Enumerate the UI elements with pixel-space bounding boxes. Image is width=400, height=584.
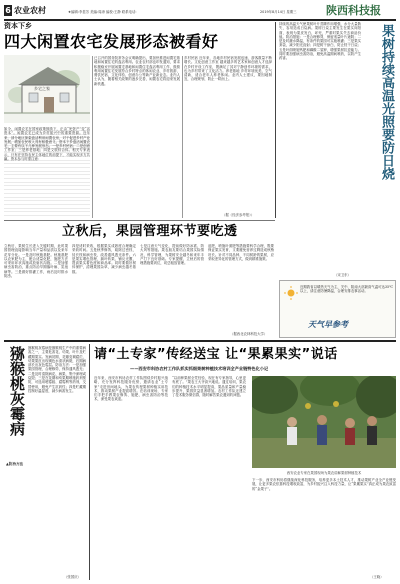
- article1-column-2: 已召开的国务院常务会议明确提出，要加快推进闲置宅基地和闲置住宅的盘活利用。农业农村部也印发通知，要求积极稳妥开展闲置宅基地和闲置住宅盘活利用工作，鼓励利用闲置住宅发展符合乡村特点的休闲农业、乡村旅游、餐饮民宿、文化体验、创意办公等新产业新业态。业内人士认为，随着相关政策的逐步完善，闲置农宅将迎来发展新机遇。: [94, 56, 180, 86]
- col-divider: [92, 56, 93, 218]
- article1-column-1: 如今，闲置农宅在国家政策鼓励下，正由“死资产”变“活资本”。闲置农宅已成为乡村振兴中的重要资源。近年来，部分地区探索盘活利用闲置农房，对于促进乡村产业发展、增加农民收入具有积极意义。资本下乡盘活闲置农宅，主要有以下几种发展形态。一是乡村民宿；二是创意工作室；三是养老基地；四是文旅综合体。相关专家表示，只有在坚持农民主体地位的前提下，才能实现多方共赢。资本参与时需注意：: [4, 127, 90, 217]
- article2-headline: 立秋后，果园管理环节要吃透: [62, 224, 238, 239]
- article1-headline: 四大闲置农宅发展形态被看好: [4, 32, 219, 51]
- header-rule: [4, 19, 396, 21]
- right-column-headline: 果树持续高温光照要防日烧: [379, 24, 394, 180]
- weather-tip-title: 天气早参考: [308, 319, 348, 329]
- article3-byline: （张国庆）: [64, 575, 81, 579]
- editor-line: ★编辑:李显芳 美编:周涛 编校:王静 联系电话:: [68, 10, 137, 14]
- article3-text: 猕猴桃灰霉病是猕猴桃生产中的重要病害之一，主要危害花、幼果、叶片及贮藏期果实。发病初期，花瓣变褐腐烂，幼果果皮出现褐色水渍状病斑，后期病部长出灰色霉层。防治方法：一是加强果园管理，合理修剪，保持通风透光；二是及时清除病花、病果，集中深埋或烧毁；三是在花期和幼果期喷施药剂预防，可选用嘧霉胺、腐霉利等药剂，交替使用，避免产生抗药性；四是贮藏期控制好温湿度，减少病害发生。: [28, 346, 86, 393]
- article1-byline: （据《经济参考报》）: [222, 213, 255, 217]
- weather-tip-box: [279, 280, 396, 338]
- article2-column-2: 四是适时采收，根据果实成熟度合理确定采收时间。五是秋季修剪，疏除过密枝、徒长枝和病虫枝，改善通风透光条件。六是果实增色管理，摘叶转果、铺反光膜，提高果实着色度和商品率。同时要做好树体保护，清理果园杂草，减少病虫越冬基数。: [72, 244, 136, 274]
- page-number-badge: 6: [5, 6, 11, 15]
- article2-column-4: 追肥、喷施叶面肥等措施要科学合理，既要保证果实发育，又要避免营养过剩造成秋梢旺长。针对不同品种、不同树龄的果树，应采取差异化的管理方式，做到精准施策。: [208, 244, 274, 261]
- article2-byline: （据西北农林科技大学）: [230, 332, 268, 336]
- section-name: 农业农村: [14, 6, 46, 15]
- article3-headline: 猕猴桃灰霉病: [8, 346, 26, 436]
- house-sign: 乡宅之家: [34, 86, 50, 91]
- page-header: [4, 4, 396, 18]
- article4-headline: 请“土专家”传经送宝 让“果累果实”说话: [94, 347, 338, 362]
- article4-column-1: 近年来，西安市科协农村工作队围绕乡村振兴战略，充分发挥科技服务优势，邀请农业“土专家”走进田间地头，为果农传授果树种植实用技术，推动果树产业提质增效。在培训现场，专家们手把手教果农修剪、施肥、病虫害防治等技术，深受果农欢迎。: [94, 376, 168, 402]
- article4-column-3: 下一步，西安市科协将继续深化科技服务，培养更多本土技术人才，推动果树产业全产业链发展，让更多果农依靠科技增收致富，为乡村振兴注入科技力量，让“果累果实”真正成为果农致富的“金果子”。: [252, 478, 396, 491]
- issue-date: 2019年8月14日 星期三: [260, 10, 297, 14]
- weather-tip-text: 近期我省以晴热天气为主，关中、陕南大部最高气温可达35℃以上，请注意防暑降温，合理安排农事活动。: [300, 285, 393, 294]
- rule: [4, 220, 275, 221]
- col-divider: [89, 344, 90, 580]
- right-column-text: 持续的高温天气使果树叶片蒸腾作用增强，水分大量散失，容易造成日烧病。果树日烧主要发生在果实向阳面，表现为果皮发白、坏死，严重时果实失去商品价值。防治措施：一是合理修剪，保留适量叶片遮阴；二是及时灌水降温，有条件的果园可实施喷灌；三是果实套袋，减少阳光直射；四是树干涂白，防止枝干日烧；五是叶面喷施钙肥和磷酸二氢钾，增强果树抗逆能力。同时要加强病虫害防治，避免高温期间喷药，以防产生药害。: [279, 22, 361, 61]
- sun-icon: [284, 285, 298, 299]
- article2-column-1: 立秋后，果树生长进入关键时期，此时果园管理直接影响当年产量和品质以及来年花芽分化。一是及时秋施基肥。秋施基肥以农家肥为主，配合适量化肥，施肥方法可采用环状沟施或放射状沟施。二是加强病虫害防治，重点防治早期落叶病、炭疽病等。三是做好排灌工作，雨后及时排水防涝。: [4, 244, 68, 279]
- article1-column-3: 乡村民宿 近年来，各地乡村民宿发展迅速，游客数量不断增长。文化创意工作室 越来越多的艺术家和创意人才选择在乡村开设工作室，既满足了其对宁静创作环境的需求，也为乡村带来了文化活力。养老基地 乡村环境优美、空气清新，适合老年人养老休闲。业内人士建议，要因地制宜，合理规划，防止一哄而上。: [184, 56, 272, 82]
- article3-sublabel: ▲防治方法: [6, 462, 24, 466]
- orchard-training-photo: [252, 376, 396, 468]
- article2-column-3: 七是注意天气变化，提前做好防冰雹、防大风等措施。果农朋友要结合果园实际情况，科学管理，为果树安全越冬和来年丰产打下良好基础。专家提醒，立秋后的管理措施要到位，切忌粗放管理。: [140, 244, 204, 266]
- section-rule: [4, 340, 396, 342]
- rural-house-illustration: [4, 55, 90, 123]
- masthead: 陕西科技报: [326, 4, 381, 17]
- article4-column-2: “以前种果树全凭经验，现在有专家指导，心里更有底了。”果农王大爷高兴地说。通过培训，果农们的种植技术水平明显提高，果品质量和产量稳步提升，果园效益显著增加。农村工作队还建立了技术服务微信群，随时解答果农遇到的问题。: [172, 376, 246, 398]
- right-column-byline: （宋卫东）: [334, 273, 351, 277]
- photo-caption: 西安农业专家在果园现场为果农讲解果树种植技术: [286, 471, 362, 475]
- article1-kicker: 资本下乡: [4, 22, 32, 30]
- col-divider: [182, 56, 183, 218]
- article4-subhead: ——西安市科协农村工作队抓实抓细果树种植技术培训全产业链特色化小记: [130, 366, 269, 371]
- article4-byline: （王晓）: [370, 575, 384, 579]
- section-divider: [275, 22, 276, 218]
